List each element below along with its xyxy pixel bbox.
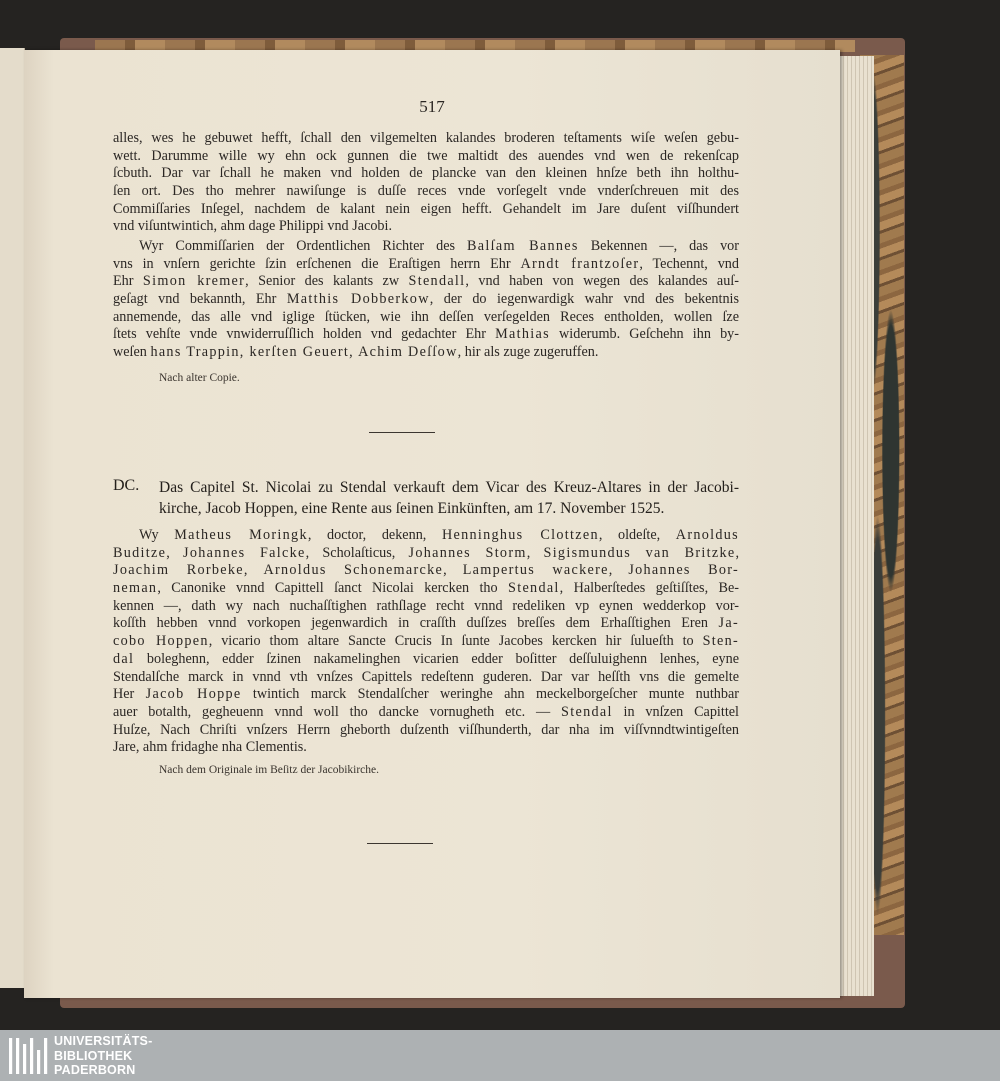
text-line: ſen ort. Des tho mehrer nawiſunge is duſſe reces vnde vorſegelt vnde vnderſchreuen mit des [113, 183, 739, 200]
text-run: Wyr Commiſſarien der Ordentlichen Richter des [139, 238, 468, 254]
source-note-original: Nach dem Originale im Beſitz der Jacobikirche. [159, 764, 380, 776]
source-note-1-wrap [113, 369, 739, 384]
spaced-name: Ja- [718, 615, 739, 632]
text-run: Stendalſche marck in vnnd vth vnſzes Capittels redeſtenn guderen. Dar var heſſth vns die gemelte [113, 668, 739, 685]
library-footer [0, 1030, 1000, 1081]
text-line [113, 722, 739, 740]
spaced-name: Buditze [113, 544, 167, 561]
book-page [24, 50, 840, 998]
spaced-name: Stendall [408, 273, 466, 290]
spaced-name: Johannes Bor- [628, 562, 739, 579]
source-note-2-wrap [113, 761, 739, 776]
library-logo-icon [8, 1036, 48, 1076]
spaced-name: Joachim Rorbeke [113, 562, 244, 579]
spaced-name: Simon kremer [142, 273, 246, 290]
paragraph-commissaries [113, 238, 739, 362]
text-run: , [735, 544, 739, 561]
spaced-name: dal [113, 650, 135, 667]
spaced-name: Balſam Bannes [467, 238, 579, 254]
text-run: boleghenn, edder ſzinen nakamelinghen vicarien edder boſitter deſſuluighenn lenhes, eyne [134, 650, 739, 667]
text-line [113, 633, 739, 651]
text-run: , vnd haben von wegen des kalandes auſ- [465, 273, 739, 290]
text-line [113, 739, 739, 757]
text-line [113, 704, 739, 722]
spaced-name: Johannes Storm [408, 544, 527, 561]
text-line [113, 562, 739, 580]
text-run: Ehr [113, 273, 143, 290]
text-line [113, 598, 739, 616]
text-run: , oldeſte, [598, 527, 676, 543]
text-run: kennen —, dath wy nach nuchaſſtighen rathſlage recht vnnd redeliken vp eynen wedderkop vor- [113, 597, 739, 614]
text-line [113, 273, 739, 291]
text-line [113, 686, 739, 704]
text-run: ſtets vehſte vnde vnwiderruſſlich holden vnd gedachter Ehr [113, 326, 496, 343]
text-line [113, 545, 739, 563]
library-line-2: BIBLIOTHEK [54, 1048, 133, 1063]
text-line [113, 256, 739, 274]
text-line [113, 651, 739, 669]
text-line [113, 326, 739, 344]
spaced-name: Arnoldus [675, 527, 739, 543]
text-line [113, 580, 739, 598]
text-run: Bekennen —, das vor [578, 238, 739, 254]
text-line: Commiſſaries Inſegel, nachdem de kalant nein eigen hefft. Gehandelt im Jare duſent viſſhundert [113, 200, 739, 217]
text-line: alles, wes he gebuwet hefft, ſchall den vilgemelten kalandes broderen teſtaments wiſe weſen gebu- [113, 130, 739, 146]
facing-page-edge [0, 48, 25, 988]
text-run: in vnſzen Capittel [612, 703, 740, 720]
text-run: , Scholaſticus, [305, 544, 409, 561]
spaced-name: Lampertus wackere [462, 562, 609, 579]
text-run: , doctor, dekenn, [307, 527, 442, 543]
text-run: , der do iegenwardigk wahr vnd des bekentnis [429, 291, 739, 308]
spaced-name: hans Trappin, kerſten Geuert, Achim Deſſow [150, 344, 458, 361]
text-run: , Senior des kalants zw [245, 273, 409, 290]
text-run: , Techennt, vnd [639, 255, 739, 272]
spaced-name: Arnoldus Schonemarcke [263, 562, 444, 579]
text-run: , hir als zuge zugeruffen. [457, 344, 599, 361]
text-run: , vicario thom altare Sancte Crucis In ſunte Jacobes kercken hir ſulueſth to [208, 633, 703, 650]
library-name [54, 1034, 152, 1078]
paragraph-charter [113, 527, 739, 757]
text-line [113, 527, 739, 545]
document-title-line: Das Capitel St. Nicolai zu Stendal verkauft dem Vicar des Kreuz-Altares in der Jacobi- [159, 479, 739, 496]
text-run: , [526, 544, 544, 561]
spaced-name: Stendal [561, 703, 613, 720]
spaced-name: Mathias [495, 326, 550, 343]
text-run: , [443, 562, 463, 579]
page-number: 517 [419, 97, 445, 116]
text-run: Jare, ahm fridaghe nha Clementis. [113, 739, 307, 756]
text-run: weſen [113, 344, 151, 361]
text-run: Her [113, 686, 146, 703]
spaced-name: Sigismundus van Britzke [543, 544, 736, 561]
document-number: DC. [113, 477, 140, 494]
text-run: twintich marck Stendalſcher weringhe ahn meckelborgeſcher munte nuthbar [241, 686, 739, 703]
text-line: vnd viſuntwintich, ahm dage Philippi vnd Jacobi. [113, 218, 392, 235]
spaced-name: Matheus Moringk [174, 527, 308, 543]
spaced-name: Arndt frantzoſer [520, 255, 640, 272]
spaced-name: cobo Hoppen [113, 633, 209, 650]
spaced-name: Matthis Dobberkow [286, 291, 430, 308]
text-run: koſſth hebben vnnd vorkopen jegenwardich in craſſth duſſzes breſſes dem Erhaſſtighen Eren [113, 615, 719, 632]
text-line [113, 238, 739, 256]
text-run: , [243, 562, 264, 579]
library-line-1: UNIVERSITÄTS- [54, 1034, 153, 1048]
text-run: , Halberſtedes geſtiſſtes, Be- [559, 580, 739, 597]
source-note-copy: Nach alter Copie. [159, 372, 240, 384]
spaced-name: Henninghus Clottzen [441, 527, 599, 543]
text-run: geſagt vnd bekannth, Ehr [113, 291, 287, 308]
text-line [113, 615, 739, 633]
text-line: wett. Darumme wille wy ehn ock gunnen die twe maltidt des auendes vnd wen de rekenſcap [113, 147, 739, 164]
spaced-name: Johannes Falcke [183, 544, 306, 561]
section-divider [369, 432, 435, 433]
text-run: vns in vnſern gerichte ſzin erſchenen die Eraſtigen herrn Ehr [113, 255, 521, 272]
spaced-name: Stendal [508, 580, 560, 597]
text-run: annemende, das alle vnd iglige ſtücken, wie ihn deſſen verſegelden Reces entholden, wollen ſze [113, 308, 739, 325]
text-run: , [608, 562, 629, 579]
spaced-name: Jacob Hoppe [145, 686, 242, 703]
text-line [113, 309, 739, 327]
text-line [113, 291, 739, 309]
spaced-name: Sten- [702, 633, 740, 650]
text-line [113, 344, 739, 362]
library-line-3: PADERBORN [54, 1063, 136, 1077]
text-run: widerumb. Geſchehn ihn by- [549, 326, 739, 343]
text-run: Huſze, Nach Chriſti vnſzers Herrn gheborth duſzenth viſſhunderth, dar nha im viſſvnndtwintigeſten [113, 721, 739, 738]
document-heading [113, 477, 739, 519]
text-run: , [166, 544, 184, 561]
text-run: , Canonike vnnd Capittell ſanct Nicolai kercken tho [157, 580, 509, 597]
end-divider [367, 843, 433, 844]
text-line: ſcbuth. Dar var ſchall he maken vnd holden de plancke van den kleinen hnſze beth ihn holthu- [113, 165, 739, 182]
text-run: Wy [139, 527, 175, 543]
text-run: auer botalth, gegheuenn vnnd woll tho dancke vornugheth etc. — [113, 703, 562, 720]
paragraph-continued [113, 130, 739, 236]
text-line [113, 669, 739, 687]
spaced-name: neman [113, 580, 158, 597]
document-title-line: kirche, Jacob Hoppen, eine Rente aus ſeinen Einkünften, am 17. November 1525. [159, 500, 665, 517]
